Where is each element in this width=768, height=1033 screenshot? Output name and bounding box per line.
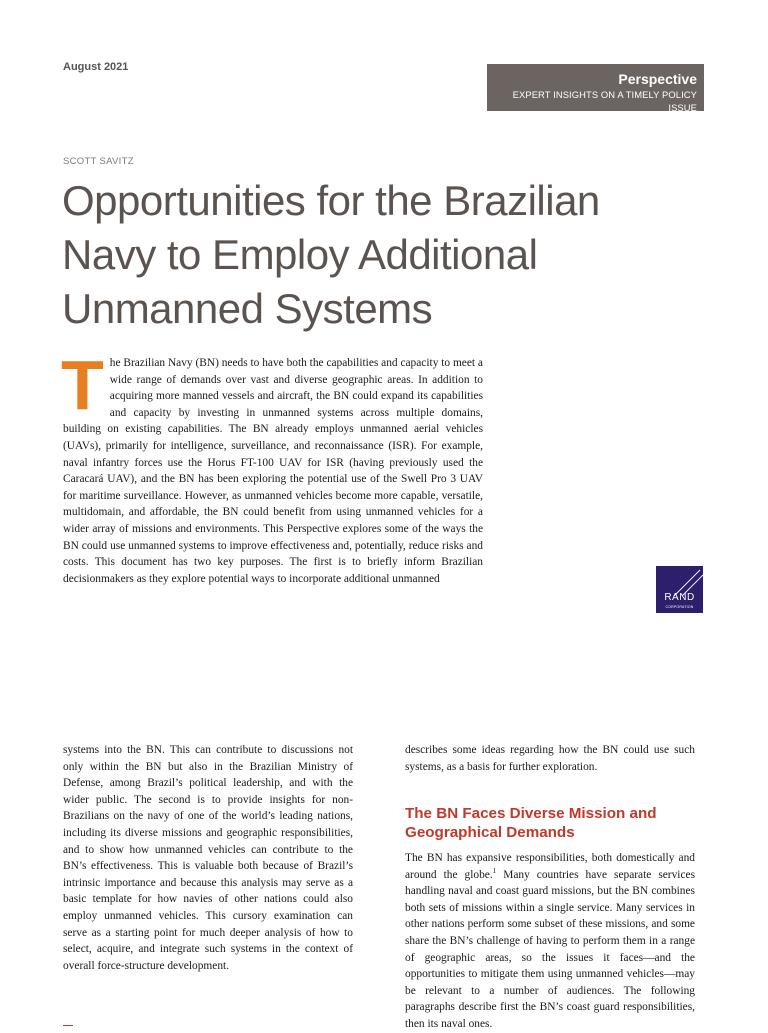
perspective-title: Perspective <box>618 71 697 87</box>
right-column-paragraph-1: describes some ideas regarding how the BN could use such systems, as a basis for further exploration. <box>405 744 695 773</box>
right-column-paragraph-2 <box>405 850 695 1033</box>
intro-text: he Brazilian Navy (BN) needs to have both the capabilities and capacity to meet a wide range of demands over vast and diverse geographic areas. In addition to acquiring more manned vessels and aircraft, the BN could expand its capabilities and capacity by investing in unmanned systems across multiple domains, building on existing capabilities. The BN already employs unmanned aerial vehicles (UAVs), primarily for intelligence, surveillance, and reconnaissance (ISR). For example, naval infantry forces use the Horus FT-100 UAV for ISR (having previously used the Caracará UAV), and the BN has been exploring the potential use of the Swell Pro 3 UAV for maritime surveillance. However, as unmanned vehicles become more capable, versatile, multidomain, and affordable, the BN could benefit from using unmanned vehicles for a wider array of missions and environments. This Perspective explores some of the ways the BN could use unmanned systems to improve effectiveness and, potentially, reduce risks and costs. This document has two key purposes. The first is to briefly inform Brazilian decisionmakers as they explore potential ways to incorporate additional unmanned <box>63 357 483 585</box>
next-heading-fragment <box>63 1016 143 1026</box>
drop-cap: T <box>61 346 104 424</box>
section-heading: The BN Faces Diverse Mission and Geographical Demands <box>405 805 657 841</box>
perspective-banner <box>487 64 704 111</box>
author-name: SCOTT SAVITZ <box>63 156 134 167</box>
paragraph-text: The BN has expansive responsibilities, both domestically and around the globe. <box>405 852 695 881</box>
perspective-subtitle: EXPERT INSIGHTS ON A TIMELY POLICY ISSUE <box>512 89 697 113</box>
intro-paragraph <box>61 346 483 587</box>
rand-logo-name: RAND <box>664 592 695 603</box>
rand-logo-subtitle: CORPORATION <box>665 605 694 609</box>
rand-logo <box>656 566 703 613</box>
cropped-heading-glyphs-icon <box>63 1019 143 1026</box>
publication-date: August 2021 <box>63 61 129 73</box>
document-title: Opportunities for the Brazilian Navy to Employ Additional Unmanned Systems <box>62 177 600 332</box>
paragraph-text: Many countries have separate services handling naval and coast guard missions, but the BN combines both sets of missions within a single service. Many services in other nations perform some subset of these missions, and some share the BN’s challenge of having to perform them in a range of geographic areas, so the issues it faces—and the opportunities to mitigate them using unmanned vehicles—may be relevant to a number of audiences. The following paragraphs describe first the BN’s coast guard responsibilities, then its naval ones. <box>405 868 696 1030</box>
left-column-paragraph: systems into the BN. This can contribute to discussions not only within the BN but also in the Brazilian Ministry of Defense, among Brazil’s political leadership, and with the wider public. The second is to provide insights for non-Brazilians on the navy of one of the world’s leading nations, including its diverse missions and geographic responsibilities, and to show how unmanned vehicles can contribute to the BN’s effectiveness. This is valuable both because of Brazil’s intrinsic importance and because this analysis may serve as a basic template for how navies of other nations could also employ unmanned vehicles. This cursory examination can serve as a starting point for much deeper analysis of how to select, acquire, and integrate such systems in the context of overall force-structure development. <box>63 744 353 972</box>
footnote-marker[interactable]: 1 <box>492 866 497 875</box>
